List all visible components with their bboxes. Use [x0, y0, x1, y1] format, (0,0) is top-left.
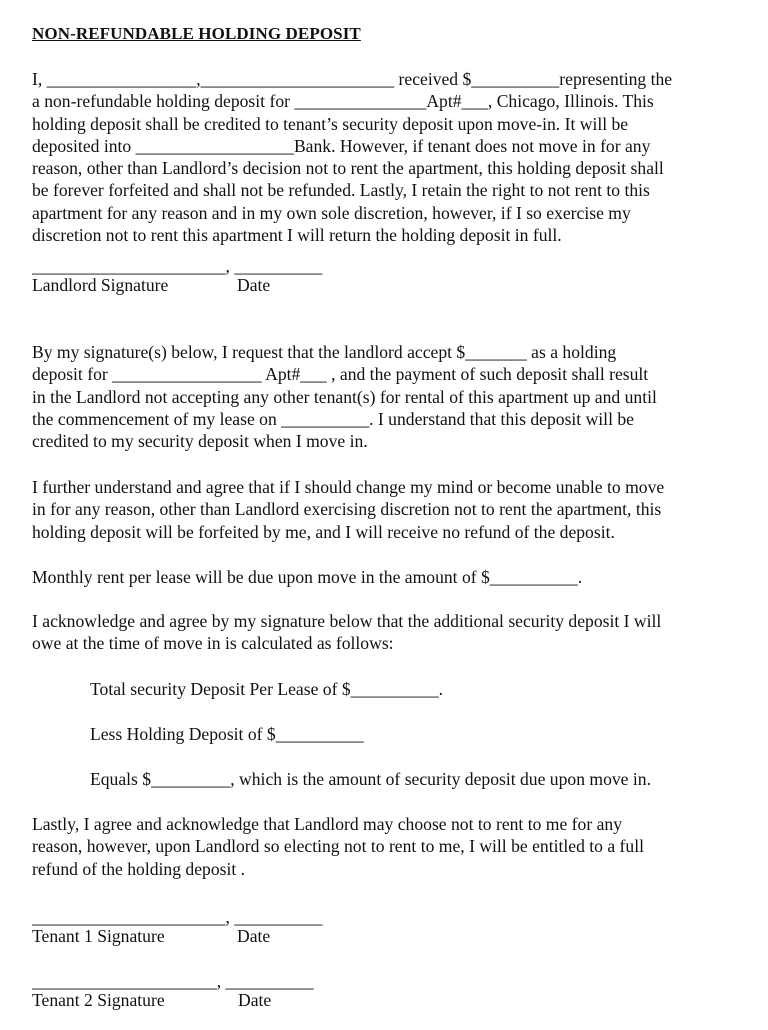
tenant1-signature-label: Tenant 1 Signature — [32, 926, 165, 946]
landlord-signature-line: ______________________, __________ — [32, 256, 323, 276]
acknowledge-paragraph: I acknowledge and agree by my signature below that the additional security deposit I will owe at the time of move in is calculated as follows: — [32, 611, 662, 654]
tenant1-date-label: Date — [237, 926, 271, 946]
forfeit-understanding-paragraph: I further understand and agree that if I should change my mind or become unable to move in for any reason, other than Landlord exercising discretion not to rent the apartment, this holding deposit will be forfeited by me, and I will receive no refund of the deposit. — [32, 477, 665, 542]
tenant2-signature-line: _____________________, __________ — [32, 971, 314, 991]
total-security-deposit-line: Total security Deposit Per Lease of $__________. — [90, 679, 444, 699]
document-title: NON-REFUNDABLE HOLDING DEPOSIT — [32, 24, 361, 43]
landlord-receipt-paragraph: I, _________________,______________________ received $__________representing the a non-refundable holding deposit for _______________Apt#___, Chicago, Illinois. This holding deposit shall be credited to tenant’s security deposit upon move-in. It will be deposited into __________________Bank. However, if tenant does not move in for any reason, other than Landlord’s decision not to rent the apartment, this holding deposit shall be forever forfeited and shall not be refunded. Lastly, I retain the right to not rent to this apartment for any reason and in my own sole discretion, however, if I so exercise my discretion not to rent this apartment I will return the holding deposit in full. — [32, 69, 673, 246]
tenant2-signature-label: Tenant 2 Signature — [32, 990, 165, 1010]
deposit-request-paragraph: By my signature(s) below, I request that the landlord accept $_______ as a holding deposit for _________________ Apt#___ , and the payment of such deposit shall result in the Landlord not accepting any other tenant(s) for rental of this apartment up and until the commencement of my lease on __________. I understand that this deposit will be credited to my security deposit when I move in. — [32, 342, 657, 452]
less-holding-deposit-line: Less Holding Deposit of $__________ — [90, 724, 364, 744]
tenant2-date-label: Date — [238, 990, 272, 1010]
landlord-signature-label: Landlord Signature — [32, 275, 169, 295]
tenant1-signature-line: ______________________, __________ — [32, 907, 323, 927]
landlord-date-label: Date — [237, 275, 271, 295]
equals-line: Equals $_________, which is the amount of security deposit due upon move in. — [90, 769, 651, 789]
monthly-rent-paragraph: Monthly rent per lease will be due upon move in the amount of $__________. — [32, 567, 583, 587]
lastly-paragraph: Lastly, I agree and acknowledge that Landlord may choose not to rent to me for any reason, however, upon Landlord so electing not to rent to me, I will be entitled to a full refund of the holding deposit . — [32, 814, 644, 879]
